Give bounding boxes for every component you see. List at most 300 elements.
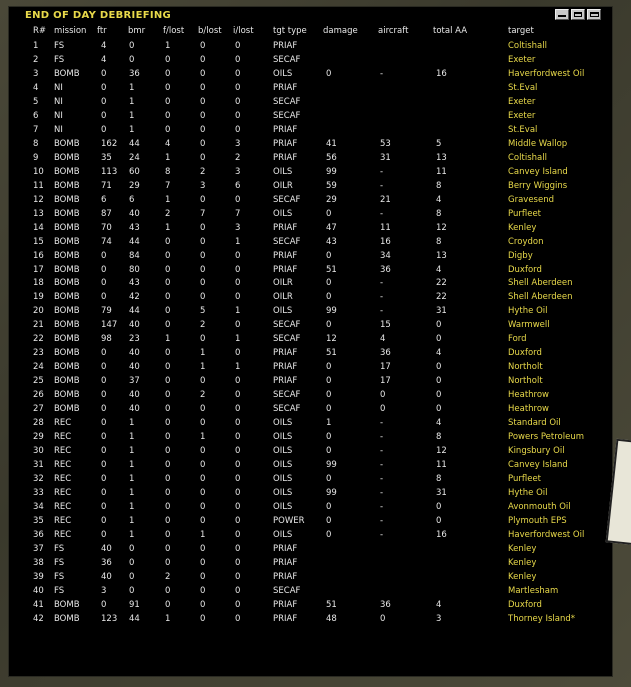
cell-target: Canvey Island bbox=[508, 460, 568, 471]
cell-fighters-lost: 0 bbox=[165, 599, 171, 610]
cell-damage: 43 bbox=[326, 236, 337, 247]
cell-fighters-lost: 1 bbox=[165, 152, 171, 163]
cell-fighters: 162 bbox=[101, 138, 118, 149]
cell-fighters-lost: 2 bbox=[165, 571, 171, 582]
cell-bombers-lost: 2 bbox=[200, 320, 206, 331]
cell-aircraft: - bbox=[380, 166, 384, 177]
cell-target: Hythe Oil bbox=[508, 306, 548, 317]
cell-bombers: 29 bbox=[129, 180, 140, 191]
cell-interceptors-lost: 0 bbox=[235, 54, 241, 65]
cell-damage: 0 bbox=[326, 68, 332, 79]
cell-total-aa: 22 bbox=[436, 278, 447, 289]
cell-mission: NI bbox=[54, 124, 63, 135]
cell-raid-number: 18 bbox=[33, 278, 44, 289]
cell-target-type: OILS bbox=[273, 502, 293, 512]
cell-fighters-lost: 0 bbox=[165, 250, 171, 261]
cell-bombers-lost: 0 bbox=[200, 278, 206, 289]
cell-fighters-lost: 0 bbox=[165, 488, 171, 499]
cell-target: Exeter bbox=[508, 110, 536, 121]
cell-total-aa: 0 bbox=[436, 376, 442, 387]
cell-interceptors-lost: 3 bbox=[235, 222, 241, 233]
cell-fighters: 40 bbox=[101, 543, 112, 554]
cell-fighters-lost: 0 bbox=[165, 474, 171, 485]
cell-mission: FS bbox=[54, 571, 65, 582]
cell-damage: 47 bbox=[326, 222, 337, 233]
cell-target: Exeter bbox=[508, 54, 536, 65]
cell-interceptors-lost: 0 bbox=[235, 446, 241, 457]
cell-bombers: 0 bbox=[129, 543, 135, 554]
cell-aircraft: 36 bbox=[380, 599, 391, 610]
cell-aircraft: 11 bbox=[380, 222, 391, 233]
cell-damage: 99 bbox=[326, 306, 337, 317]
minimize-button[interactable] bbox=[555, 9, 569, 20]
cell-target: Standard Oil bbox=[508, 418, 561, 429]
cell-bombers: 1 bbox=[129, 474, 135, 485]
cell-bombers-lost: 0 bbox=[200, 68, 206, 79]
cell-target-type: PRIAF bbox=[273, 348, 298, 359]
cell-bombers: 24 bbox=[129, 152, 140, 163]
cell-bombers-lost: 0 bbox=[200, 152, 206, 163]
cell-mission: REC bbox=[54, 529, 72, 540]
cell-damage: 56 bbox=[326, 152, 337, 163]
cell-fighters-lost: 2 bbox=[165, 208, 171, 219]
cell-bombers-lost: 0 bbox=[200, 236, 206, 247]
cell-interceptors-lost: 3 bbox=[235, 166, 241, 177]
cell-target-type: SECAF bbox=[273, 194, 301, 205]
cell-target-type: SECAF bbox=[273, 96, 301, 107]
cell-mission: REC bbox=[54, 502, 72, 512]
cell-aircraft: - bbox=[380, 180, 384, 191]
cell-aircraft: - bbox=[380, 446, 384, 457]
header-bombers: bmr bbox=[128, 26, 146, 36]
header-interceptors-lost: i/lost bbox=[233, 26, 254, 36]
cell-interceptors-lost: 0 bbox=[235, 110, 241, 121]
cell-bombers-lost: 0 bbox=[200, 264, 206, 275]
cell-bombers-lost: 0 bbox=[200, 613, 206, 624]
cell-target: Duxford bbox=[508, 264, 542, 275]
cell-bombers-lost: 2 bbox=[200, 166, 206, 177]
cell-bombers: 1 bbox=[129, 502, 135, 512]
cell-raid-number: 28 bbox=[33, 418, 44, 429]
cell-target-type: PRIAF bbox=[273, 599, 298, 610]
cell-target: Kenley bbox=[508, 571, 537, 582]
cell-target: Shell Aberdeen bbox=[508, 278, 573, 289]
cell-mission: BOMB bbox=[54, 250, 80, 261]
cell-mission: BOMB bbox=[54, 68, 80, 79]
cell-bombers: 1 bbox=[129, 488, 135, 499]
cell-damage: 1 bbox=[326, 418, 332, 429]
cell-raid-number: 36 bbox=[33, 529, 44, 540]
cell-total-aa: 8 bbox=[436, 208, 442, 219]
cell-damage: 51 bbox=[326, 599, 337, 610]
cell-damage: 0 bbox=[326, 250, 332, 261]
cell-mission: REC bbox=[54, 488, 72, 499]
cell-bombers-lost: 0 bbox=[200, 194, 206, 205]
cell-mission: BOMB bbox=[54, 362, 80, 373]
cell-bombers-lost: 1 bbox=[200, 348, 206, 359]
cell-target: Thorney Island* bbox=[508, 613, 576, 624]
cell-fighters: 0 bbox=[101, 599, 107, 610]
cell-bombers-lost: 0 bbox=[200, 96, 206, 107]
maximize-icon bbox=[574, 12, 582, 17]
cell-bombers-lost: 7 bbox=[200, 208, 206, 219]
cell-aircraft: - bbox=[380, 529, 384, 540]
cell-fighters: 40 bbox=[101, 571, 112, 582]
cell-bombers: 40 bbox=[129, 348, 140, 359]
cell-raid-number: 21 bbox=[33, 320, 44, 331]
cell-target: Kenley bbox=[508, 557, 537, 568]
cell-raid-number: 13 bbox=[33, 208, 44, 219]
cell-mission: BOMB bbox=[54, 613, 80, 624]
cell-raid-number: 23 bbox=[33, 348, 44, 359]
cell-target-type: SECAF bbox=[273, 334, 301, 345]
cell-fighters-lost: 0 bbox=[165, 557, 171, 568]
cell-fighters: 35 bbox=[101, 152, 112, 163]
cell-fighters-lost: 0 bbox=[165, 278, 171, 289]
cell-mission: BOMB bbox=[54, 264, 80, 275]
cell-fighters: 0 bbox=[101, 446, 107, 457]
cell-target-type: OILR bbox=[273, 180, 293, 191]
cell-raid-number: 30 bbox=[33, 446, 44, 457]
header-aircraft: aircraft bbox=[378, 26, 409, 36]
cell-fighters: 0 bbox=[101, 250, 107, 261]
cell-bombers: 42 bbox=[129, 292, 140, 303]
cell-target-type: PRIAF bbox=[273, 222, 298, 233]
cell-total-aa: 0 bbox=[436, 502, 442, 512]
cell-total-aa: 0 bbox=[436, 334, 442, 345]
cell-interceptors-lost: 0 bbox=[235, 376, 241, 387]
cell-target-type: PRIAF bbox=[273, 41, 298, 51]
cell-mission: BOMB bbox=[54, 320, 80, 331]
cell-fighters: 0 bbox=[101, 474, 107, 485]
cell-bombers-lost: 3 bbox=[200, 180, 206, 191]
cell-fighters: 71 bbox=[101, 180, 112, 191]
cell-total-aa: 4 bbox=[436, 418, 442, 429]
cell-damage: 0 bbox=[326, 362, 332, 373]
cell-bombers: 1 bbox=[129, 460, 135, 471]
cell-interceptors-lost: 0 bbox=[235, 41, 241, 51]
cell-target-type: SECAF bbox=[273, 390, 301, 401]
cell-fighters: 0 bbox=[101, 110, 107, 121]
cell-bombers: 40 bbox=[129, 208, 140, 219]
cell-aircraft: 15 bbox=[380, 320, 391, 331]
cell-target-type: OILS bbox=[273, 208, 293, 219]
cell-fighters: 0 bbox=[101, 432, 107, 443]
cell-interceptors-lost: 0 bbox=[235, 543, 241, 554]
cell-interceptors-lost: 0 bbox=[235, 292, 241, 303]
cell-mission: BOMB bbox=[54, 194, 80, 205]
cell-fighters-lost: 0 bbox=[165, 460, 171, 471]
cell-bombers: 80 bbox=[129, 264, 140, 275]
cell-raid-number: 3 bbox=[33, 68, 39, 79]
cell-fighters-lost: 4 bbox=[165, 138, 171, 149]
cell-damage: 99 bbox=[326, 460, 337, 471]
cell-total-aa: 16 bbox=[436, 68, 447, 79]
cell-mission: BOMB bbox=[54, 376, 80, 387]
cell-interceptors-lost: 0 bbox=[235, 320, 241, 331]
cell-target: St.Eval bbox=[508, 82, 538, 93]
cell-raid-number: 2 bbox=[33, 54, 39, 65]
cell-target: Ford bbox=[508, 334, 527, 345]
cell-aircraft: 17 bbox=[380, 376, 391, 387]
cell-fighters: 0 bbox=[101, 96, 107, 107]
cell-bombers-lost: 0 bbox=[200, 585, 206, 596]
window-controls bbox=[555, 9, 601, 20]
cell-bombers: 44 bbox=[129, 138, 140, 149]
cell-raid-number: 32 bbox=[33, 474, 44, 485]
cell-target-type: POWER bbox=[273, 515, 305, 526]
cell-aircraft: 0 bbox=[380, 404, 386, 415]
cell-target-type: OILS bbox=[273, 529, 293, 540]
cell-target: Purfleet bbox=[508, 474, 542, 485]
cell-target-type: SECAF bbox=[273, 236, 301, 247]
cell-fighters-lost: 0 bbox=[165, 543, 171, 554]
cell-fighters-lost: 0 bbox=[165, 418, 171, 429]
cell-aircraft: 36 bbox=[380, 264, 391, 275]
cell-damage: 99 bbox=[326, 488, 337, 499]
cell-total-aa: 13 bbox=[436, 152, 447, 163]
cell-target: Gravesend bbox=[508, 194, 554, 205]
cell-mission: FS bbox=[54, 585, 65, 596]
cell-fighters: 113 bbox=[101, 166, 118, 177]
cell-mission: BOMB bbox=[54, 278, 80, 289]
cell-bombers-lost: 0 bbox=[200, 334, 206, 345]
cell-target: St.Eval bbox=[508, 124, 538, 135]
maximize-button[interactable] bbox=[571, 9, 585, 20]
close-button[interactable] bbox=[587, 9, 601, 20]
cell-bombers: 6 bbox=[129, 194, 135, 205]
cell-fighters-lost: 0 bbox=[165, 82, 171, 93]
cell-bombers: 0 bbox=[129, 54, 135, 65]
cell-target-type: OILR bbox=[273, 278, 293, 289]
cell-interceptors-lost: 0 bbox=[235, 264, 241, 275]
cell-mission: REC bbox=[54, 515, 72, 526]
cell-bombers: 1 bbox=[129, 96, 135, 107]
cell-bombers: 36 bbox=[129, 68, 140, 79]
cell-fighters-lost: 0 bbox=[165, 306, 171, 317]
cell-total-aa: 0 bbox=[436, 390, 442, 401]
cell-target: Canvey Island bbox=[508, 166, 568, 177]
cell-target-type: SECAF bbox=[273, 320, 301, 331]
cell-raid-number: 7 bbox=[33, 124, 39, 135]
cell-total-aa: 31 bbox=[436, 488, 447, 499]
cell-damage: 99 bbox=[326, 166, 337, 177]
header-damage: damage bbox=[323, 26, 358, 36]
cell-mission: BOMB bbox=[54, 222, 80, 233]
cell-fighters-lost: 0 bbox=[165, 515, 171, 526]
cell-fighters-lost: 8 bbox=[165, 166, 171, 177]
cell-fighters-lost: 0 bbox=[165, 502, 171, 512]
cell-bombers: 40 bbox=[129, 320, 140, 331]
cell-interceptors-lost: 0 bbox=[235, 474, 241, 485]
cell-fighters: 74 bbox=[101, 236, 112, 247]
cell-target-type: PRIAF bbox=[273, 543, 298, 554]
cell-total-aa: 3 bbox=[436, 613, 442, 624]
cell-damage: 0 bbox=[326, 446, 332, 457]
cell-damage: 0 bbox=[326, 278, 332, 289]
cell-raid-number: 35 bbox=[33, 515, 44, 526]
cell-bombers: 43 bbox=[129, 222, 140, 233]
cell-target: Powers Petroleum bbox=[508, 432, 584, 443]
cell-target-type: OILS bbox=[273, 306, 293, 317]
cell-fighters-lost: 0 bbox=[165, 264, 171, 275]
cell-interceptors-lost: 0 bbox=[235, 585, 241, 596]
cell-total-aa: 8 bbox=[436, 474, 442, 485]
cell-fighters: 98 bbox=[101, 334, 112, 345]
cell-fighters: 0 bbox=[101, 376, 107, 387]
cell-total-aa: 0 bbox=[436, 362, 442, 373]
cell-total-aa: 22 bbox=[436, 292, 447, 303]
cell-target: Avonmouth Oil bbox=[508, 502, 571, 512]
cell-mission: BOMB bbox=[54, 348, 80, 359]
cell-target: Purfleet bbox=[508, 208, 542, 219]
cell-target: Coltishall bbox=[508, 152, 547, 163]
cell-target: Duxford bbox=[508, 348, 542, 359]
cell-fighters-lost: 1 bbox=[165, 334, 171, 345]
cell-target: Exeter bbox=[508, 96, 536, 107]
cell-interceptors-lost: 0 bbox=[235, 68, 241, 79]
cell-interceptors-lost: 3 bbox=[235, 138, 241, 149]
cell-raid-number: 19 bbox=[33, 292, 44, 303]
cell-total-aa: 0 bbox=[436, 320, 442, 331]
cell-bombers: 1 bbox=[129, 124, 135, 135]
cell-bombers-lost: 0 bbox=[200, 82, 206, 93]
cell-raid-number: 39 bbox=[33, 571, 44, 582]
cell-bombers: 0 bbox=[129, 557, 135, 568]
cell-damage: 59 bbox=[326, 180, 337, 191]
cell-bombers: 91 bbox=[129, 599, 140, 610]
cell-target-type: OILS bbox=[273, 432, 293, 443]
cell-bombers: 1 bbox=[129, 446, 135, 457]
cell-target: Kenley bbox=[508, 543, 537, 554]
cell-total-aa: 16 bbox=[436, 529, 447, 540]
cell-target-type: SECAF bbox=[273, 54, 301, 65]
cell-fighters: 0 bbox=[101, 390, 107, 401]
cell-fighters-lost: 0 bbox=[165, 348, 171, 359]
cell-interceptors-lost: 0 bbox=[235, 599, 241, 610]
cell-total-aa: 4 bbox=[436, 599, 442, 610]
cell-aircraft: - bbox=[380, 432, 384, 443]
header-target: target bbox=[508, 26, 534, 36]
cell-bombers-lost: 0 bbox=[200, 222, 206, 233]
cell-target-type: PRIAF bbox=[273, 613, 298, 624]
cell-target: Northolt bbox=[508, 362, 543, 373]
cell-aircraft: - bbox=[380, 306, 384, 317]
cell-interceptors-lost: 0 bbox=[235, 502, 241, 512]
cell-mission: BOMB bbox=[54, 236, 80, 247]
cell-target-type: OILR bbox=[273, 292, 293, 303]
cell-damage: 0 bbox=[326, 376, 332, 387]
cell-bombers-lost: 0 bbox=[200, 474, 206, 485]
cell-interceptors-lost: 0 bbox=[235, 250, 241, 261]
cell-fighters: 0 bbox=[101, 404, 107, 415]
cell-bombers-lost: 1 bbox=[200, 432, 206, 443]
cell-bombers: 40 bbox=[129, 404, 140, 415]
cell-bombers-lost: 0 bbox=[200, 599, 206, 610]
cell-bombers-lost: 0 bbox=[200, 124, 206, 135]
cell-target-type: OILS bbox=[273, 68, 293, 79]
cell-bombers: 40 bbox=[129, 390, 140, 401]
cell-fighters-lost: 1 bbox=[165, 613, 171, 624]
cell-mission: BOMB bbox=[54, 152, 80, 163]
cell-fighters: 6 bbox=[101, 194, 107, 205]
cell-target-type: PRIAF bbox=[273, 124, 298, 135]
cell-interceptors-lost: 0 bbox=[235, 432, 241, 443]
cell-mission: FS bbox=[54, 557, 65, 568]
cell-aircraft: 4 bbox=[380, 334, 386, 345]
cell-bombers: 43 bbox=[129, 278, 140, 289]
cell-damage: 0 bbox=[326, 529, 332, 540]
cell-mission: BOMB bbox=[54, 138, 80, 149]
cell-bombers: 60 bbox=[129, 166, 140, 177]
cell-interceptors-lost: 0 bbox=[235, 96, 241, 107]
cell-raid-number: 12 bbox=[33, 194, 44, 205]
cell-interceptors-lost: 0 bbox=[235, 82, 241, 93]
cell-target: Shell Aberdeen bbox=[508, 292, 573, 303]
cell-fighters: 0 bbox=[101, 278, 107, 289]
cell-aircraft: 53 bbox=[380, 138, 391, 149]
cell-mission: BOMB bbox=[54, 208, 80, 219]
header-raid-number: R# bbox=[33, 26, 47, 36]
cell-damage: 0 bbox=[326, 320, 332, 331]
cell-aircraft: 17 bbox=[380, 362, 391, 373]
cell-damage: 0 bbox=[326, 432, 332, 443]
cell-mission: BOMB bbox=[54, 390, 80, 401]
header-bombers-lost: b/lost bbox=[198, 26, 222, 36]
cell-target-type: PRIAF bbox=[273, 152, 298, 163]
cell-bombers: 84 bbox=[129, 250, 140, 261]
cell-mission: BOMB bbox=[54, 180, 80, 191]
cell-fighters: 0 bbox=[101, 292, 107, 303]
cell-bombers-lost: 0 bbox=[200, 571, 206, 582]
header-total-aa: total AA bbox=[433, 26, 468, 36]
cell-raid-number: 26 bbox=[33, 390, 44, 401]
cell-mission: NI bbox=[54, 82, 63, 93]
cell-aircraft: 34 bbox=[380, 250, 391, 261]
cell-fighters: 0 bbox=[101, 529, 107, 540]
cell-target-type: OILS bbox=[273, 418, 293, 429]
cell-bombers-lost: 0 bbox=[200, 543, 206, 554]
cell-interceptors-lost: 0 bbox=[235, 124, 241, 135]
cell-aircraft: 36 bbox=[380, 348, 391, 359]
cell-target: Hythe Oil bbox=[508, 488, 548, 499]
cell-fighters-lost: 1 bbox=[165, 41, 171, 51]
cell-target: Duxford bbox=[508, 599, 542, 610]
cell-bombers-lost: 2 bbox=[200, 390, 206, 401]
cell-fighters-lost: 0 bbox=[165, 585, 171, 596]
cell-fighters: 3 bbox=[101, 585, 107, 596]
cell-interceptors-lost: 0 bbox=[235, 194, 241, 205]
cell-bombers-lost: 0 bbox=[200, 557, 206, 568]
cell-fighters: 123 bbox=[101, 613, 118, 624]
cell-raid-number: 38 bbox=[33, 557, 44, 568]
cell-fighters: 0 bbox=[101, 68, 107, 79]
cell-fighters: 0 bbox=[101, 264, 107, 275]
cell-fighters: 4 bbox=[101, 54, 107, 65]
cell-damage: 0 bbox=[326, 404, 332, 415]
cell-target-type: PRIAF bbox=[273, 250, 298, 261]
cell-fighters: 0 bbox=[101, 82, 107, 93]
cell-interceptors-lost: 0 bbox=[235, 515, 241, 526]
cell-target-type: SECAF bbox=[273, 404, 301, 415]
cell-mission: BOMB bbox=[54, 599, 80, 610]
cell-fighters-lost: 7 bbox=[165, 180, 171, 191]
cell-target: Croydon bbox=[508, 236, 544, 247]
cell-interceptors-lost: 0 bbox=[235, 571, 241, 582]
cell-interceptors-lost: 1 bbox=[235, 306, 241, 317]
cell-aircraft: - bbox=[380, 502, 384, 512]
cell-target-type: PRIAF bbox=[273, 82, 298, 93]
